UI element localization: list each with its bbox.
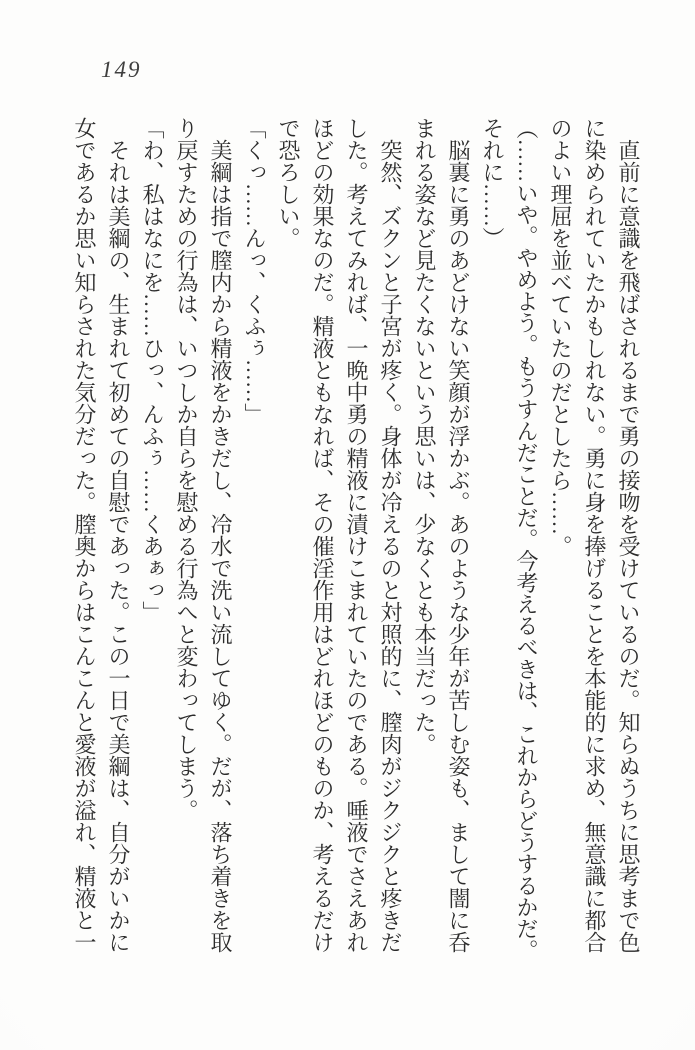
text-column: で恐ろしい。 bbox=[276, 117, 301, 249]
page-number: 149 bbox=[101, 57, 142, 82]
text-column: 直前に意識を飛ばされるまで勇の接吻を受けているのだ。知らぬうちに思考まで色 bbox=[616, 139, 641, 953]
text-column: に染められていたかもしれない。勇に身を捧げることを本能的に求め、無意識に都合 bbox=[582, 117, 607, 953]
text-column: （……いや。やめよう。もうすんだことだ。今考えるべきは、これからどうするかだ。 bbox=[514, 117, 539, 962]
text-column: した。考えてみれば、一晩中勇の精液に漬けこまれていたのである。唾液でさえあれ bbox=[344, 117, 369, 953]
text-column: 脳裏に勇のあどけない笑顔が浮かぶ。あのような少年が苦しむ姿も、まして闇に呑 bbox=[446, 139, 471, 953]
text-column: 「くっ……んっ、くふぅ……」 bbox=[242, 117, 267, 425]
text-column: 「わ、私はなにを……ひっ、んふぅ……くあぁっ」 bbox=[140, 117, 165, 623]
text-column: それは美綱の、生まれて初めての自慰であった。この一日で美綱は、自分がいかに bbox=[106, 139, 131, 953]
text-column: のよい理屈を並べていたのだとしたら……。 bbox=[548, 117, 573, 557]
text-column: ほどの効果なのだ。精液ともなれば、その催淫作用はどれほどのものか、考えるだけ bbox=[310, 117, 335, 953]
text-column: 女であるか思い知らされた気分だった。膣奥からはこんこんと愛液が溢れ、精液と一 bbox=[72, 117, 97, 953]
text-column: り戻すための行為は、いつしか自らを慰める行為へと変わってしまう。 bbox=[174, 117, 199, 821]
text-column: 突然、ズクンと子宮が疼く。身体が冷えるのと対照的に、膣肉がジクジクと疼きだ bbox=[378, 139, 403, 953]
text-column: それに……） bbox=[480, 117, 505, 249]
vertical-text-block bbox=[67, 117, 645, 961]
text-column: 美綱は指で膣内から精液をかきだし、冷水で洗い流してゆく。だが、落ち着きを取 bbox=[208, 139, 233, 953]
text-column: まれる姿など見たくないという思いは、少なくとも本当だった。 bbox=[412, 117, 437, 755]
